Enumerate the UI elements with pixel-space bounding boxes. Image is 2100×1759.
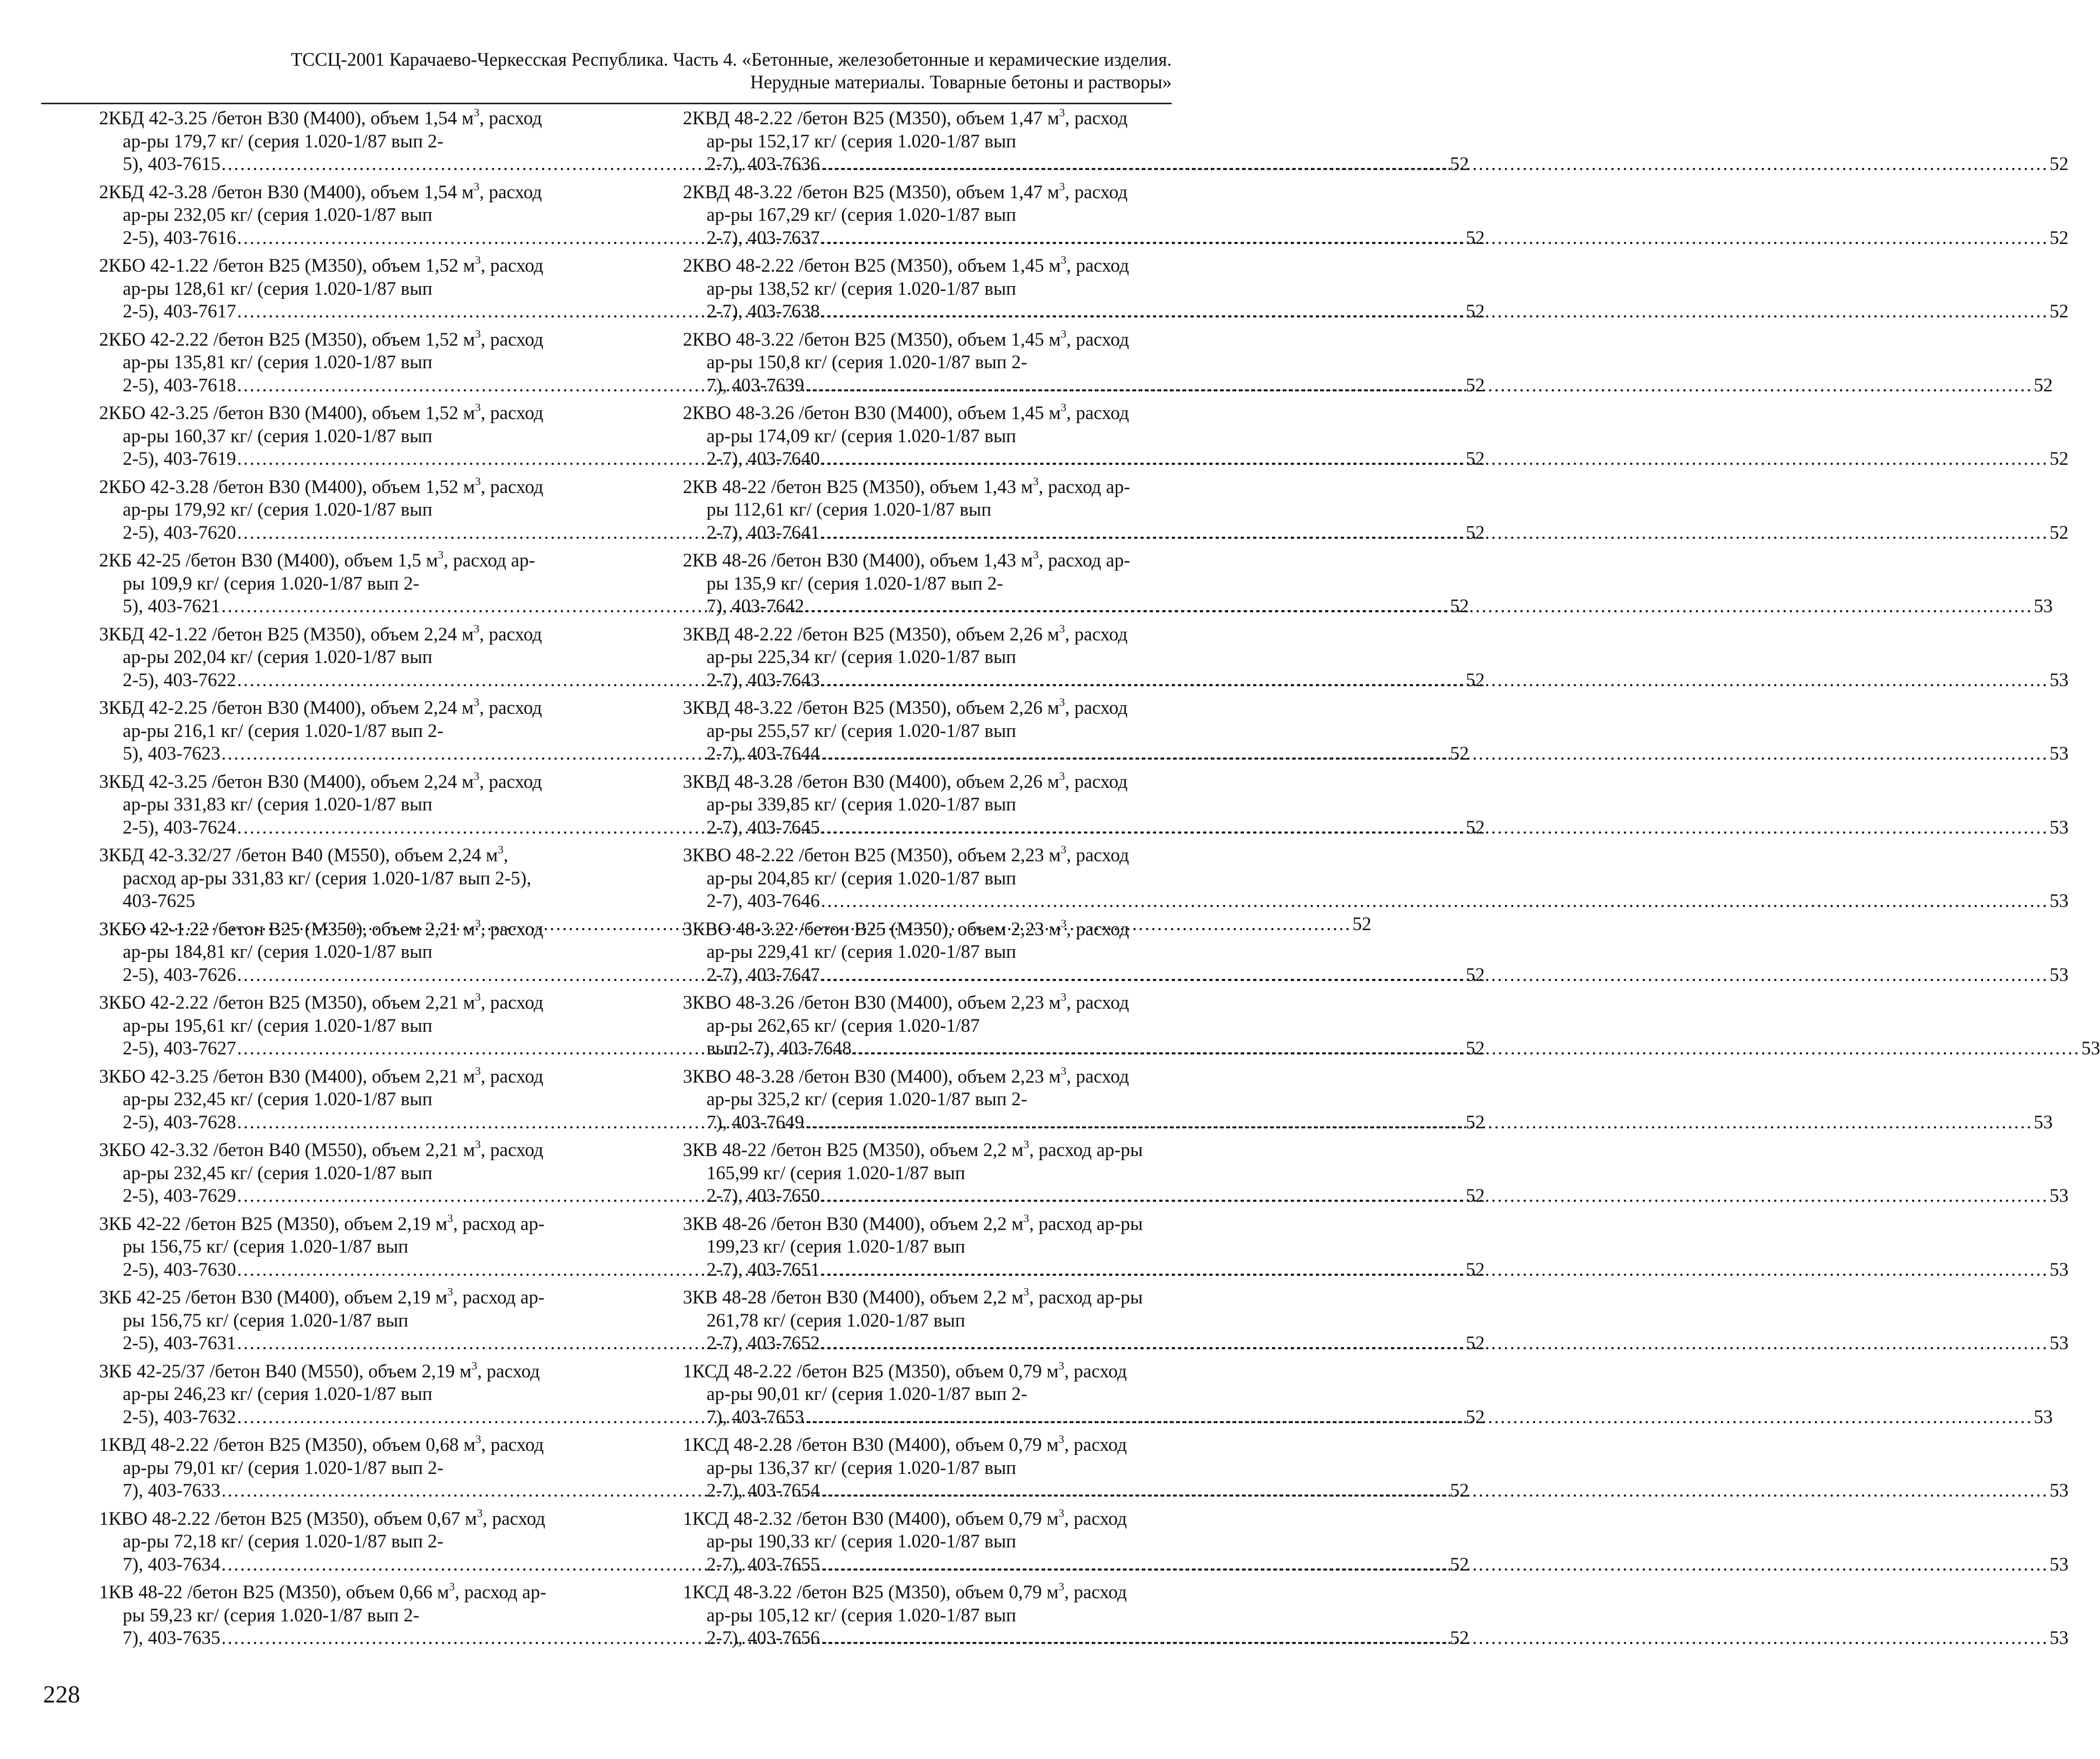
entry-page-ref: 53 bbox=[2049, 1258, 2069, 1280]
entry-code: 5), 403-7615 bbox=[123, 153, 221, 174]
entry-unit-exponent: 3 bbox=[1060, 843, 1066, 856]
entry-page-ref: 52 bbox=[1465, 1332, 1485, 1353]
entry-text: 1КСД 48-2.22 /бетон В25 (М350), объем 0,79 м bbox=[683, 1360, 1059, 1382]
entry-text: 3КБ 42-25/37 /бетон В40 (М550), объем 2,19 м bbox=[99, 1360, 472, 1382]
entry-text: 3КБД 42-2.25 /бетон В30 (М400), объем 2,24 м bbox=[99, 697, 474, 718]
entry-unit-exponent: 3 bbox=[475, 1432, 482, 1446]
entry-text-continued: , расход ар-ры 112,61 кг/ (серия 1.020-1/87 вып bbox=[707, 476, 1130, 520]
entry-leader-line bbox=[707, 374, 2053, 397]
entry-page-ref: 52 bbox=[1465, 521, 1485, 543]
entry-page-ref: 53 bbox=[2049, 1627, 2069, 1648]
entry-text-continued: , расход ар-ры 174,09 кг/ (серия 1.020-1/87 вып bbox=[707, 402, 1129, 446]
header-rule bbox=[41, 103, 1172, 104]
entry-text: 3КБ 42-22 /бетон В25 (М350), объем 2,19 м bbox=[99, 1213, 448, 1234]
entry-page-ref: 53 bbox=[2049, 669, 2069, 690]
index-entry bbox=[683, 843, 2069, 918]
entry-page-ref: 53 bbox=[2034, 595, 2053, 616]
entry-code: 2-5), 403-7628 bbox=[123, 1111, 236, 1132]
entry-page-ref: 53 bbox=[2034, 1111, 2053, 1132]
entry-text: 2КБО 42-3.25 /бетон В30 (М400), объем 1,52 м bbox=[99, 402, 475, 423]
index-entry bbox=[683, 327, 2053, 402]
entry-unit-exponent: 3 bbox=[1058, 1432, 1064, 1446]
entry-text-continued: , расход ар-ры 190,33 кг/ (серия 1.020-1/87 вып bbox=[707, 1507, 1127, 1552]
entry-text-continued: , расход ар-ры 59,23 кг/ (серия 1.020-1/87 вып 2- bbox=[123, 1581, 546, 1625]
entry-code: 7), 403-7635 bbox=[123, 1627, 221, 1648]
entry-text-continued: , расход ар-ры 232,05 кг/ (серия 1.020-1/87 вып bbox=[123, 181, 542, 225]
entry-unit-exponent: 3 bbox=[1059, 695, 1065, 709]
entry-code: 2-5), 403-7629 bbox=[123, 1185, 236, 1206]
entry-text: 3КБД 42-1.22 /бетон В25 (М350), объем 2,24 м bbox=[99, 623, 474, 645]
dot-leader bbox=[820, 1626, 2050, 1650]
index-entry bbox=[683, 1285, 2069, 1360]
entry-code: 2-7), 403-7645 bbox=[707, 816, 820, 838]
entry-text: 2КВ 48-26 /бетон В30 (М400), объем 1,43 м bbox=[683, 550, 1033, 571]
entry-page-ref: 52 bbox=[1450, 153, 1469, 174]
entry-code: 7), 403-7639 bbox=[707, 374, 805, 395]
entry-unit-exponent: 3 bbox=[1033, 548, 1039, 561]
entry-unit-exponent: 3 bbox=[475, 327, 481, 341]
entry-text-continued: , расход ар-ры 232,45 кг/ (серия 1.020-1/87 вып bbox=[123, 1065, 544, 1109]
entry-text-continued: , расход ар-ры 195,61 кг/ (серия 1.020-1/87 вып bbox=[123, 992, 544, 1036]
entry-code: 2-5), 403-7630 bbox=[123, 1258, 236, 1280]
entry-text: 2КБД 42-3.28 /бетон В30 (М400), объем 1,54 м bbox=[99, 181, 474, 202]
entry-text-continued: , расход ар-ры 160,37 кг/ (серия 1.020-1/87 вып bbox=[123, 402, 544, 446]
dot-leader bbox=[804, 595, 2034, 618]
entry-page-ref: 52 bbox=[1465, 300, 1485, 321]
entry-unit-exponent: 3 bbox=[1060, 401, 1066, 414]
entry-unit-exponent: 3 bbox=[473, 106, 480, 119]
entry-unit-exponent: 3 bbox=[437, 548, 444, 561]
entry-unit-exponent: 3 bbox=[475, 1064, 481, 1077]
entry-unit-exponent: 3 bbox=[473, 695, 480, 709]
entry-page-ref: 53 bbox=[2049, 963, 2069, 985]
entry-text: 3КБД 42-3.25 /бетон В30 (М400), объем 2,24 м bbox=[99, 770, 474, 792]
entry-code: 2-7), 403-7650 bbox=[707, 1185, 820, 1206]
entry-page-ref: 53 bbox=[2049, 1553, 2069, 1575]
entry-leader-line bbox=[707, 521, 2069, 544]
entry-text: 3КВО 48-3.28 /бетон В30 (М400), объем 2,23 м bbox=[683, 1065, 1061, 1087]
entry-unit-exponent: 3 bbox=[1033, 475, 1039, 488]
entry-unit-exponent: 3 bbox=[1060, 1064, 1066, 1077]
entry-page-ref: 52 bbox=[2034, 374, 2053, 395]
dot-leader bbox=[820, 1184, 2050, 1207]
dot-leader bbox=[852, 1037, 2082, 1060]
entry-page-ref: 52 bbox=[1450, 1553, 1469, 1575]
entry-code: 7), 403-7634 bbox=[123, 1553, 221, 1575]
index-entry bbox=[683, 1064, 2053, 1139]
entry-text-continued: , расход ар-ры 255,57 кг/ (серия 1.020-1/87 вып bbox=[707, 697, 1128, 741]
entry-unit-exponent: 3 bbox=[1059, 769, 1065, 783]
index-column-right bbox=[683, 106, 2100, 1655]
entry-page-ref: 52 bbox=[2049, 300, 2069, 321]
entry-text: 3КВ 48-28 /бетон В30 (М400), объем 2,2 м bbox=[683, 1287, 1024, 1308]
entry-code: 2-5), 403-7626 bbox=[123, 963, 236, 985]
entry-unit-exponent: 3 bbox=[1058, 1580, 1064, 1593]
entry-unit-exponent: 3 bbox=[475, 1138, 481, 1151]
entry-page-ref: 53 bbox=[2049, 743, 2069, 764]
entry-text: 3КБО 42-1.22 /бетон В25 (М350), объем 2,21 м bbox=[99, 918, 475, 939]
entry-unit-exponent: 3 bbox=[1058, 1506, 1064, 1520]
entry-text-continued: , расход ар-ры 105,12 кг/ (серия 1.020-1/87 вып bbox=[707, 1581, 1127, 1625]
index-entry bbox=[683, 180, 2069, 255]
index-entry bbox=[683, 253, 2069, 328]
entry-text-continued: , расход ар-ры 261,78 кг/ (серия 1.020-1/87 вып bbox=[707, 1287, 1143, 1331]
entry-unit-exponent: 3 bbox=[1059, 622, 1065, 635]
entry-page-ref: 52 bbox=[1465, 1185, 1485, 1206]
entry-code: 2-7), 403-7644 bbox=[707, 743, 820, 764]
entry-text-continued: , расход ар-ры 225,34 кг/ (серия 1.020-1/87 вып bbox=[707, 623, 1128, 667]
entry-unit-exponent: 3 bbox=[1023, 1285, 1029, 1298]
entry-page-ref: 52 bbox=[1465, 226, 1485, 248]
entry-text-continued: , расход ар-ры 128,61 кг/ (серия 1.020-1/87 вып bbox=[123, 255, 544, 299]
entry-unit-exponent: 3 bbox=[1058, 1359, 1064, 1372]
entry-leader-line bbox=[707, 890, 2069, 913]
entry-unit-exponent: 3 bbox=[1023, 1138, 1029, 1151]
entry-text: 1КСД 48-2.28 /бетон В30 (М400), объем 0,79 м bbox=[683, 1434, 1059, 1455]
entry-text-continued: , расход ар-ры 339,85 кг/ (серия 1.020-1/87 вып bbox=[707, 770, 1128, 815]
entry-code: 2-5), 403-7627 bbox=[123, 1037, 236, 1058]
dot-leader bbox=[820, 669, 2050, 692]
entry-text: 3КВ 48-26 /бетон В30 (М400), объем 2,2 м bbox=[683, 1213, 1024, 1234]
entry-code: 2-7), 403-7646 bbox=[707, 890, 820, 911]
entry-text-continued: , расход ар-ры 216,1 кг/ (серия 1.020-1/87 вып 2- bbox=[123, 697, 542, 741]
entry-page-ref: 53 bbox=[2049, 1480, 2069, 1501]
entry-code: 2-7), 403-7638 bbox=[707, 300, 820, 321]
entry-text-continued: , расход ар-ры 138,52 кг/ (серия 1.020-1/87 вып bbox=[707, 255, 1129, 299]
entry-page-ref: 53 bbox=[2049, 816, 2069, 838]
entry-text-continued: , расход ар-ры 150,8 кг/ (серия 1.020-1/87 вып 2- bbox=[707, 328, 1129, 372]
entry-code: 2-7), 403-7652 bbox=[707, 1332, 820, 1353]
entry-text: 2КБД 42-3.25 /бетон В30 (М400), объем 1,54 м bbox=[99, 107, 474, 128]
entry-text-continued: , расход ар-ры 152,17 кг/ (серия 1.020-1/87 вып bbox=[707, 107, 1128, 152]
entry-page-ref: 52 bbox=[1465, 963, 1485, 985]
entry-text: 1КВО 48-2.22 /бетон В25 (М350), объем 0,67 м bbox=[99, 1507, 477, 1529]
running-header-line-1: ТССЦ-2001 Карачаево-Черкесская Республика. Часть 4. «Бетонные, железобетонные и керамические изделия. bbox=[291, 49, 1172, 70]
entry-page-ref: 52 bbox=[1450, 1480, 1469, 1501]
entry-text: 2КБО 42-1.22 /бетон В25 (М350), объем 1,52 м bbox=[99, 255, 475, 276]
dot-leader bbox=[820, 1553, 2050, 1576]
entry-text-continued: , расход ар-ры 165,99 кг/ (серия 1.020-1/87 вып bbox=[707, 1139, 1143, 1183]
entry-text: 1КВ 48-22 /бетон В25 (М350), объем 0,66 м bbox=[99, 1581, 449, 1602]
entry-page-ref: 53 bbox=[2049, 1185, 2069, 1206]
entry-text: 2КВО 48-3.22 /бетон В25 (М350), объем 1,45 м bbox=[683, 328, 1061, 350]
entry-text: 1КСД 48-3.22 /бетон В25 (М350), объем 0,79 м bbox=[683, 1581, 1059, 1602]
entry-code: 2-5), 403-7616 bbox=[123, 226, 236, 248]
entry-text-continued: , расход ар-ры 167,29 кг/ (серия 1.020-1/87 вып bbox=[707, 181, 1128, 225]
entry-text-continued: , расход ар-ры 262,65 кг/ (серия 1.020-1/87 bbox=[707, 992, 1129, 1036]
entry-leader-line bbox=[707, 447, 2069, 470]
entry-code: 7), 403-7649 bbox=[707, 1111, 805, 1132]
dot-leader bbox=[820, 521, 2050, 544]
entry-leader-line bbox=[707, 226, 2069, 250]
entry-code: 2-7), 403-7647 bbox=[707, 963, 820, 985]
entry-page-ref: 52 bbox=[1352, 913, 1371, 934]
dot-leader bbox=[820, 1258, 2050, 1281]
entry-code: 2-7), 403-7651 bbox=[707, 1258, 820, 1280]
entry-unit-exponent: 3 bbox=[1059, 106, 1065, 119]
entry-page-ref: 52 bbox=[1465, 1258, 1485, 1280]
entry-text: 3КБ 42-25 /бетон В30 (М400), объем 2,19 м bbox=[99, 1287, 448, 1308]
entry-unit-exponent: 3 bbox=[475, 475, 481, 488]
dot-leader bbox=[804, 1111, 2034, 1134]
entry-code: 2-5), 403-7620 bbox=[123, 521, 236, 543]
dot-leader bbox=[804, 1406, 2034, 1429]
entry-page-ref: 52 bbox=[2049, 153, 2069, 174]
entry-code: 7), 403-7653 bbox=[707, 1406, 805, 1427]
entry-unit-exponent: 3 bbox=[471, 1359, 478, 1372]
entry-page-ref: 53 bbox=[2049, 1332, 2069, 1353]
entry-text: 2КБО 42-2.22 /бетон В25 (М350), объем 1,52 м bbox=[99, 328, 475, 350]
dot-leader bbox=[820, 1332, 2050, 1355]
entry-text-continued: , расход ар-ры 229,41 кг/ (серия 1.020-1/87 вып bbox=[707, 918, 1129, 962]
index-entry bbox=[683, 475, 2069, 550]
entry-page-ref: 52 bbox=[1465, 669, 1485, 690]
entry-code: 2-7), 403-7636 bbox=[707, 153, 820, 174]
entry-text: 3КВД 48-3.22 /бетон В25 (М350), объем 2,26 м bbox=[683, 697, 1059, 718]
entry-unit-exponent: 3 bbox=[473, 180, 480, 193]
entry-text-continued: , расход ар-ры 72,18 кг/ (серия 1.020-1/87 вып 2- bbox=[123, 1507, 545, 1552]
entry-text: 2КВ 48-22 /бетон В25 (М350), объем 1,43 м bbox=[683, 476, 1033, 497]
dot-leader bbox=[820, 1479, 2050, 1502]
entry-unit-exponent: 3 bbox=[1060, 327, 1066, 341]
entry-unit-exponent: 3 bbox=[473, 622, 480, 635]
entry-text-continued: , расход ар-ры 79,01 кг/ (серия 1.020-1/87 вып 2- bbox=[123, 1434, 544, 1478]
running-header-line-2: Нерудные материалы. Товарные бетоны и растворы» bbox=[750, 71, 1172, 92]
entry-leader-line bbox=[707, 300, 2069, 323]
entry-unit-exponent: 3 bbox=[498, 843, 504, 856]
entry-code: 2-5), 403-7632 bbox=[123, 1406, 236, 1427]
entry-code: 2-7), 403-7640 bbox=[707, 448, 820, 469]
entry-code: 2-5), 403-7617 bbox=[123, 300, 236, 321]
entry-page-ref: 52 bbox=[1465, 1406, 1485, 1427]
entry-code: 2-5), 403-7622 bbox=[123, 669, 236, 690]
entry-text: 3КВД 48-3.28 /бетон В30 (М400), объем 2,26 м bbox=[683, 770, 1059, 792]
entry-page-ref: 53 bbox=[2081, 1037, 2100, 1058]
entry-code: 2-5), 403-7631 bbox=[123, 1332, 236, 1353]
entry-text-continued: , расход ар-ры 325,2 кг/ (серия 1.020-1/87 вып 2- bbox=[707, 1065, 1129, 1109]
entry-text-continued: , расход ар-ры 109,9 кг/ (серия 1.020-1/87 вып 2- bbox=[123, 550, 536, 594]
entry-text: 3КБД 42-3.32/27 /бетон В40 (М550), объем 2,24 м bbox=[99, 844, 498, 865]
entry-text: 3КВО 48-2.22 /бетон В25 (М350), объем 2,23 м bbox=[683, 844, 1061, 865]
dot-leader bbox=[820, 963, 2050, 987]
entry-page-ref: 52 bbox=[2049, 448, 2069, 469]
entry-page-ref: 52 bbox=[1465, 374, 1485, 395]
entry-leader-line bbox=[707, 153, 2069, 176]
dot-leader bbox=[820, 742, 2050, 765]
entry-text-continued: , расход ар-ры 246,23 кг/ (серия 1.020-1/87 вып bbox=[123, 1360, 540, 1404]
entry-text-continued: , расход ар-ры 204,85 кг/ (серия 1.020-1/87 вып bbox=[707, 844, 1129, 888]
entry-text: 2КВО 48-3.26 /бетон В30 (М400), объем 1,45 м bbox=[683, 402, 1061, 423]
dot-leader bbox=[820, 153, 2050, 176]
entry-code: 2-7), 403-7654 bbox=[707, 1480, 820, 1501]
entry-code: 2-5), 403-7624 bbox=[123, 816, 236, 838]
entry-page-ref: 52 bbox=[2049, 226, 2069, 248]
entry-text: 3КБО 42-3.32 /бетон В40 (М550), объем 2,21 м bbox=[99, 1139, 475, 1160]
entry-text: 3КВД 48-2.22 /бетон В25 (М350), объем 2,26 м bbox=[683, 623, 1059, 645]
entry-text: 1КВД 48-2.22 /бетон В25 (М350), объем 0,68 м bbox=[99, 1434, 475, 1455]
entry-text-continued: , расход ар-ры 156,75 кг/ (серия 1.020-1/87 вып bbox=[123, 1213, 545, 1257]
dot-leader bbox=[804, 374, 2034, 397]
entry-text-continued: , расход ар-ры 202,04 кг/ (серия 1.020-1/87 вып bbox=[123, 623, 542, 667]
entry-unit-exponent: 3 bbox=[475, 253, 481, 267]
entry-unit-exponent: 3 bbox=[447, 1212, 453, 1225]
entry-text: 2КВО 48-2.22 /бетон В25 (М350), объем 1,45 м bbox=[683, 255, 1061, 276]
entry-page-ref: 52 bbox=[1465, 816, 1485, 838]
entry-code: 2-5), 403-7618 bbox=[123, 374, 236, 395]
entry-page-ref: 52 bbox=[1465, 1111, 1485, 1132]
entry-unit-exponent: 3 bbox=[1023, 1212, 1029, 1225]
entry-unit-exponent: 3 bbox=[449, 1580, 455, 1593]
entry-unit-exponent: 3 bbox=[476, 1506, 483, 1520]
entry-code: 5), 403-7621 bbox=[123, 595, 221, 616]
entry-code: вып2-7), 403-7648 bbox=[707, 1037, 852, 1058]
dot-leader bbox=[820, 300, 2050, 323]
entry-unit-exponent: 3 bbox=[1059, 180, 1065, 193]
entry-text: 3КБО 42-2.22 /бетон В25 (М350), объем 2,21 м bbox=[99, 992, 475, 1013]
entry-text-continued: , расход ар-ры 199,23 кг/ (серия 1.020-1/87 вып bbox=[707, 1213, 1143, 1257]
entry-unit-exponent: 3 bbox=[475, 990, 481, 1004]
entry-text-continued: , расход ар-ры 135,9 кг/ (серия 1.020-1/87 вып 2- bbox=[707, 550, 1130, 594]
entry-text-continued: , расход ар-ры 90,01 кг/ (серия 1.020-1/87 вып 2- bbox=[707, 1360, 1127, 1404]
running-header bbox=[41, 48, 1172, 93]
entry-text-continued: , расход ар-ры 331,83 кг/ (серия 1.020-1/87 вып bbox=[123, 770, 542, 815]
entry-text-continued: , расход ар-ры 184,81 кг/ (серия 1.020-1/87 вып bbox=[123, 918, 544, 962]
entry-unit-exponent: 3 bbox=[1060, 990, 1066, 1004]
entry-text: 3КБО 42-3.25 /бетон В30 (М400), объем 2,21 м bbox=[99, 1065, 475, 1087]
entry-leader-line bbox=[707, 1332, 2069, 1355]
entry-text: 2КВД 48-2.22 /бетон В25 (М350), объем 1,47 м bbox=[683, 107, 1059, 128]
dot-leader bbox=[820, 447, 2050, 470]
dot-leader bbox=[820, 226, 2050, 250]
entry-page-ref: 52 bbox=[1450, 595, 1469, 616]
entry-text-continued: , расход ар-ры 331,83 кг/ (серия 1.020-1/87 вып 2-5), 403-7625 bbox=[123, 844, 531, 911]
entry-text: 2КВД 48-3.22 /бетон В25 (М350), объем 1,47 м bbox=[683, 181, 1059, 202]
entry-text-continued: , расход ар-ры 135,81 кг/ (серия 1.020-1/87 вып bbox=[123, 328, 544, 372]
entry-page-ref: 53 bbox=[2049, 890, 2069, 911]
entry-text-continued: , расход ар-ры 179,92 кг/ (серия 1.020-1/87 вып bbox=[123, 476, 544, 520]
entry-code: 2-7), 403-7643 bbox=[707, 669, 820, 690]
page-number: 228 bbox=[43, 1681, 80, 1708]
entry-text: 3КВ 48-22 /бетон В25 (М350), объем 2,2 м bbox=[683, 1139, 1024, 1160]
dot-leader bbox=[820, 816, 2050, 839]
entry-text: 2КБО 42-3.28 /бетон В30 (М400), объем 1,52 м bbox=[99, 476, 475, 497]
entry-unit-exponent: 3 bbox=[447, 1285, 453, 1298]
entry-unit-exponent: 3 bbox=[1060, 917, 1066, 930]
entry-text-continued: , расход ар-ры 232,45 кг/ (серия 1.020-1/87 вып bbox=[123, 1139, 544, 1183]
entry-unit-exponent: 3 bbox=[475, 917, 481, 930]
index-entry bbox=[683, 401, 2069, 476]
entry-text-continued: , расход ар-ры 179,7 кг/ (серия 1.020-1/87 вып 2- bbox=[123, 107, 542, 152]
entry-code: 2-7), 403-7637 bbox=[707, 226, 820, 248]
entry-page-ref: 53 bbox=[2034, 1406, 2053, 1427]
entry-page-ref: 52 bbox=[2049, 521, 2069, 543]
entry-text: 1КСД 48-2.32 /бетон В30 (М400), объем 0,79 м bbox=[683, 1507, 1059, 1529]
entry-code: 7), 403-7633 bbox=[123, 1480, 221, 1501]
entry-page-ref: 52 bbox=[1465, 1037, 1485, 1058]
entry-unit-exponent: 3 bbox=[1060, 253, 1066, 267]
entry-unit-exponent: 3 bbox=[475, 401, 481, 414]
entry-page-ref: 52 bbox=[1450, 1627, 1469, 1648]
entry-code: 5), 403-7623 bbox=[123, 743, 221, 764]
entry-code: 2-7), 403-7655 bbox=[707, 1553, 820, 1575]
entry-text-continued: , расход ар-ры 156,75 кг/ (серия 1.020-1/87 вып bbox=[123, 1287, 545, 1331]
entry-text-continued: , расход ар-ры 136,37 кг/ (серия 1.020-1/87 вып bbox=[707, 1434, 1127, 1478]
entry-code: 2-7), 403-7656 bbox=[707, 1627, 820, 1648]
entry-page-ref: 52 bbox=[1465, 448, 1485, 469]
entry-text: 2КБ 42-25 /бетон В30 (М400), объем 1,5 м bbox=[99, 550, 438, 571]
entry-code: 2-7), 403-7641 bbox=[707, 521, 820, 543]
entry-text: 3КВО 48-3.22 /бетон В25 (М350), объем 2,23 м bbox=[683, 918, 1061, 939]
dot-leader bbox=[820, 890, 2050, 913]
entry-code: 2-5), 403-7619 bbox=[123, 448, 236, 469]
entry-page-ref: 52 bbox=[1450, 743, 1469, 764]
index-entry bbox=[683, 106, 2069, 181]
entry-code: 7), 403-7642 bbox=[707, 595, 805, 616]
entry-text: 3КВО 48-3.26 /бетон В30 (М400), объем 2,23 м bbox=[683, 992, 1061, 1013]
entry-unit-exponent: 3 bbox=[473, 769, 480, 783]
